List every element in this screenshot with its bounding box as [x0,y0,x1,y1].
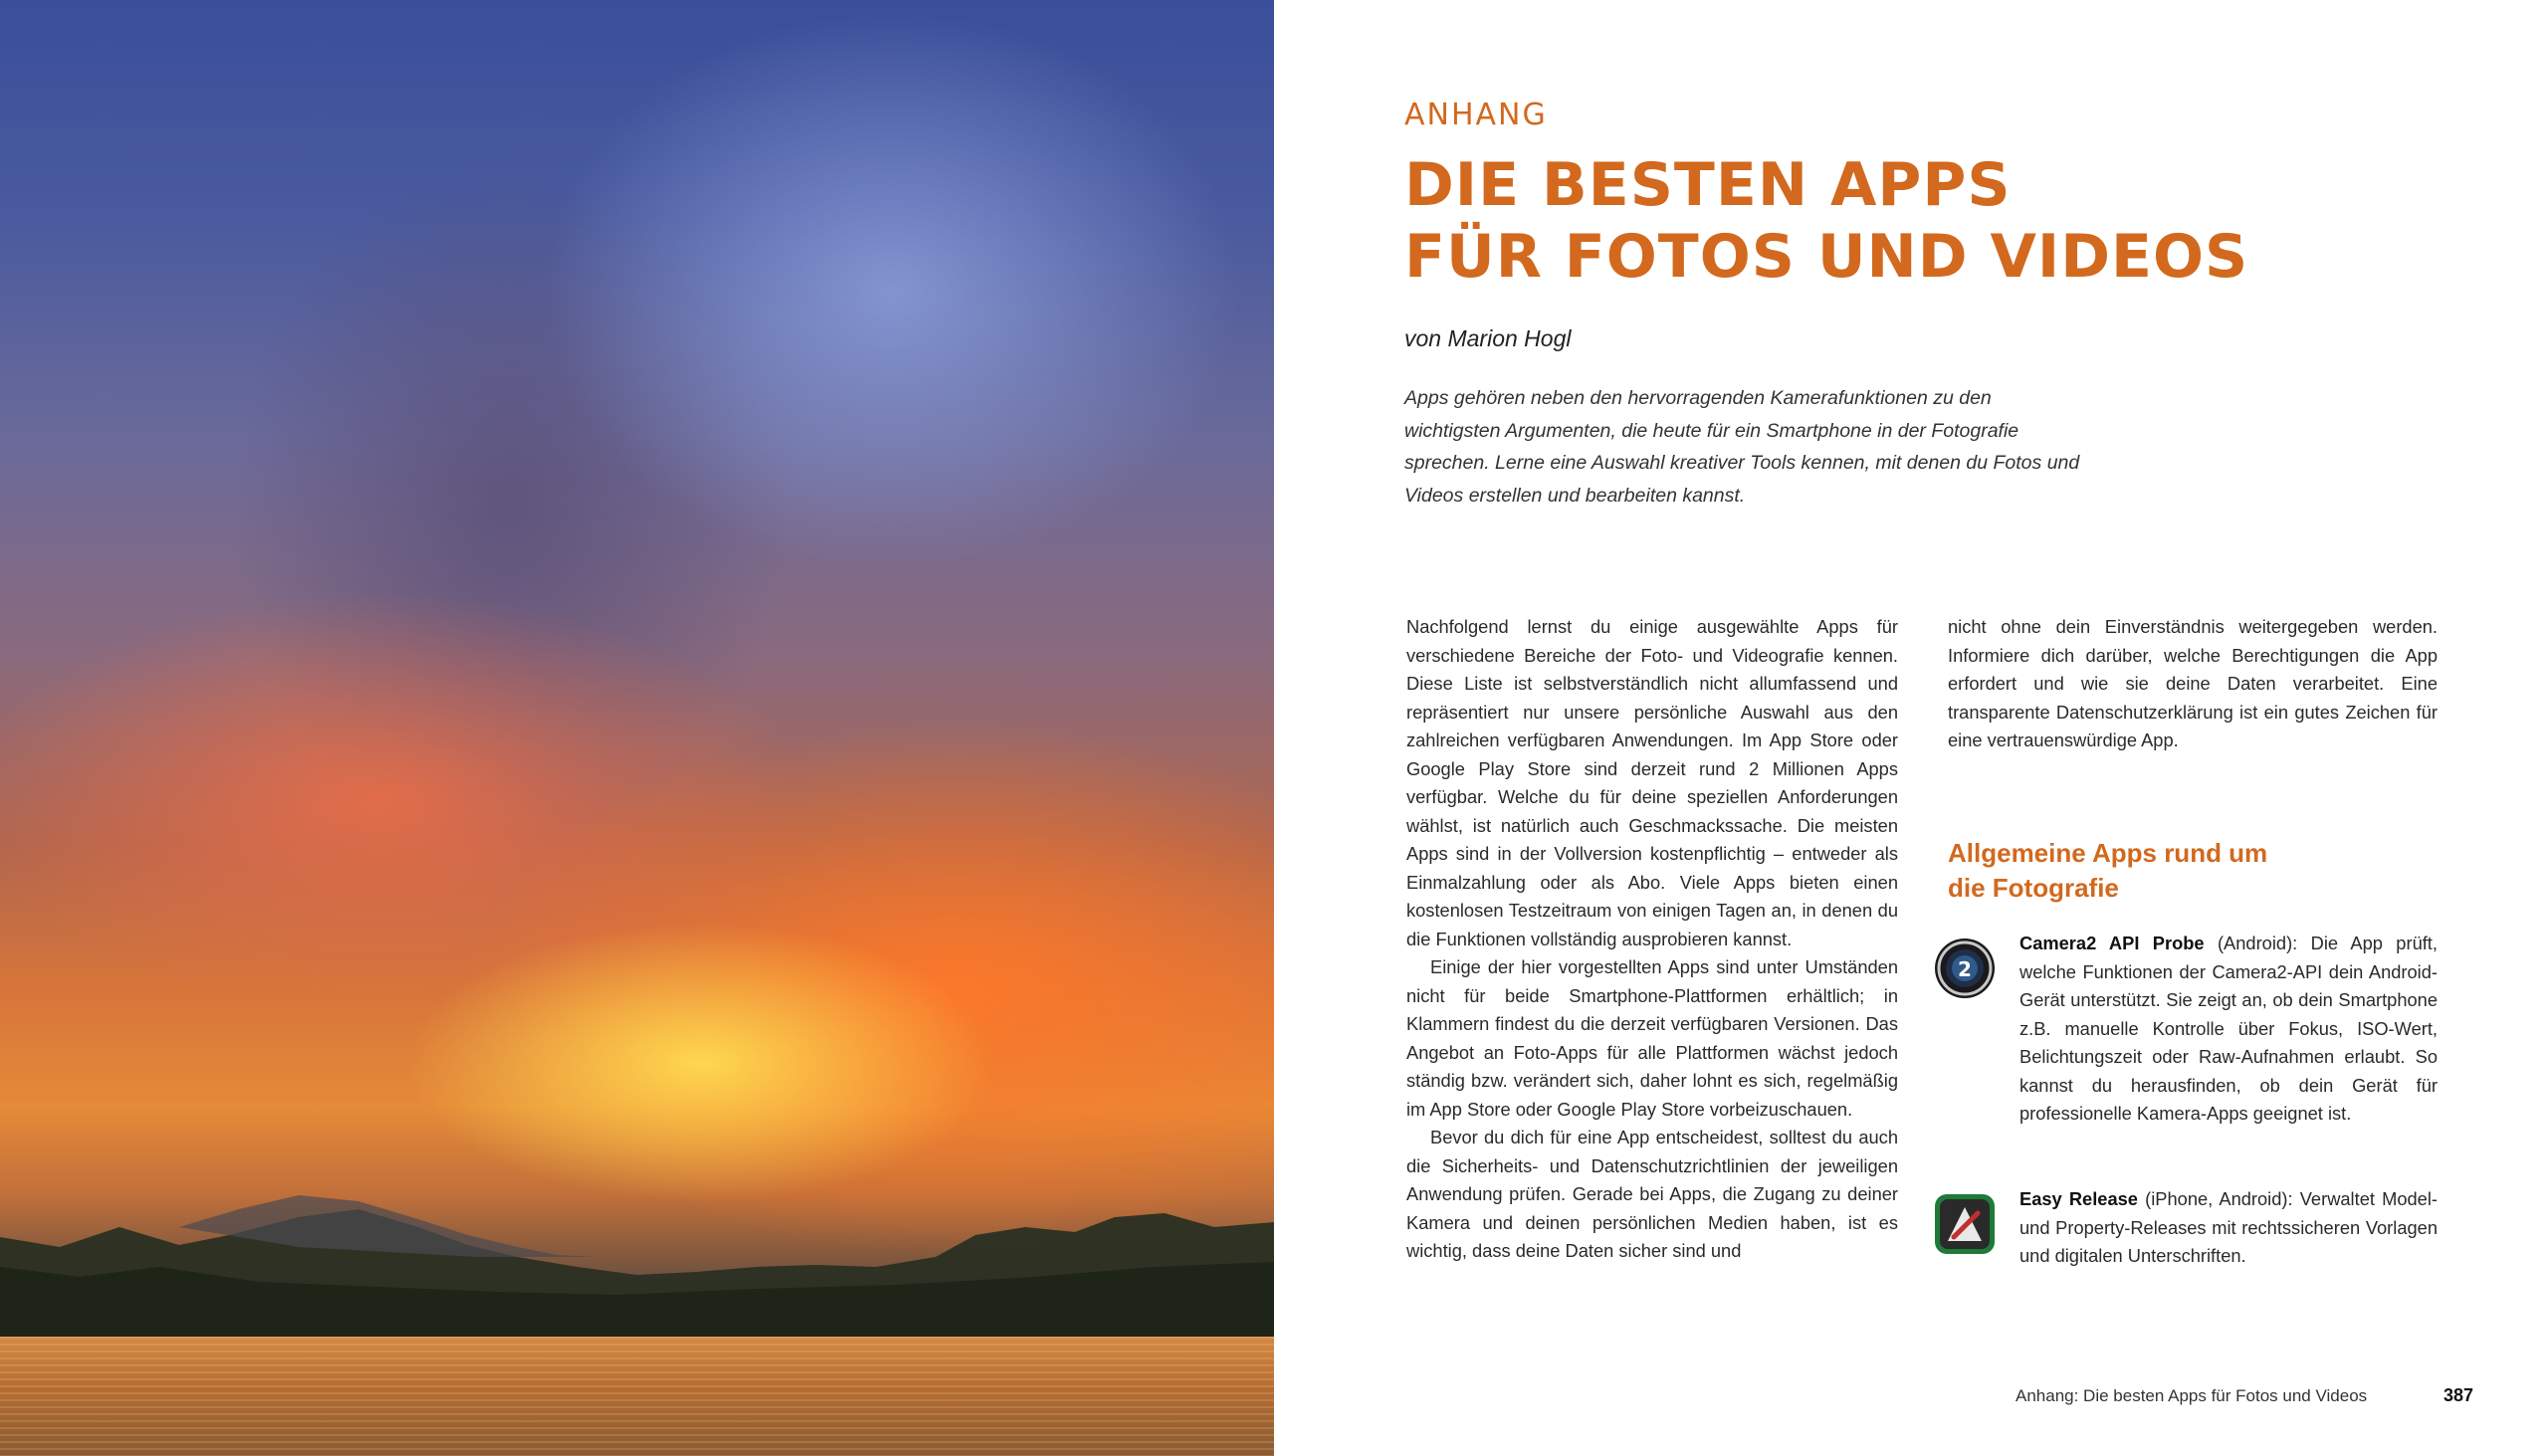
app-description [2019,930,2438,1129]
app-entry-easy-release [1934,1185,2451,1285]
text-page [1274,0,2548,1456]
page-number: 387 [2443,1385,2474,1405]
section-heading-line-1: Allgemeine Apps rund um [1948,838,2268,868]
app-description-text: Die App prüft, welche Funktionen der Camera2-API dein Android-Gerät unterstützt. Sie zeigt an, ob dein Smartphone z.B. manuelle Kontrolle über Fokus, ISO-Wert, Belichtungszeit oder Raw-Aufnahmen erlaubt. So kannst du herausfinden, ob dein Gerät für professionelle Kamera-Apps geeignet ist. [2019,933,2438,1124]
body-column-2 [1948,613,2438,755]
paragraph: nicht ohne dein Einverständnis weitergegeben werden. Informiere dich darüber, welche Berechtigungen die App erfordert und wie sie deine Daten verarbeitet. Eine transparente Datenschutzerklärung ist ein gutes Zeichen für eine vertrauenswürdige App. [1948,616,2438,750]
camera2-lens-icon [1934,937,1996,999]
section-heading [1948,836,2366,906]
intro-paragraph: Apps gehören neben den hervorragenden Kamerafunktionen zu den wichtigsten Argumenten, die heute für ein Smartphone in der Fotografie sprechen. Lerne eine Auswahl kreativer Tools kennen, mit denen du Fotos und Videos erstellen und bearbeiten kannst. [1404,387,2080,507]
camera2-icon-label: 2 [1958,957,1972,981]
easy-release-icon [1934,1193,1996,1255]
paragraph: Einige der hier vorgestellten Apps sind unter Umständen nicht für beide Smartphone-Plattformen erhältlich; in Klammern findest du die derzeit verfügbaren Versionen. Das Angebot an Foto-Apps für alle Plattformen wächst jedoch ständig bzw. verändert sich, daher lohnt es sich, regelmäßig im App Store oder Google Play Store vorbeizuschauen. [1406,956,1898,1120]
title-line-2: FÜR FOTOS UND VIDEOS [1404,222,2249,292]
chapter-label: ANHANG [1404,98,1548,132]
mountain-silhouette [0,1118,1274,1347]
section-heading-line-2: die Fotografie [1948,873,2119,903]
app-name: Camera2 API Probe [2019,933,2205,953]
app-description-text: Verwaltet Model- und Property-Releases mit rechtssicheren Vorlagen und digitalen Unterschriften. [2019,1188,2438,1266]
paragraph: Nachfolgend lernst du einige ausgewählte Apps für verschiedene Bereiche der Foto- und Videografie kennen. Diese Liste ist selbstverständlich nicht allumfassend und repräsentiert nur unsere persönliche Auswahl aus den zahlreichen verfügbaren Anwendungen. Im App Store oder Google Play Store sind derzeit rund 2 Millionen Apps verfügbar. Welche du für deine speziellen Anforderungen wählst, ist natürlich auch Geschmackssache. Die meisten Apps sind in der Vollversion kostenpflichtig – entweder als Einmalzahlung oder als Abo. Viele Apps bieten einen kostenlosen Testzeitraum von einigen Tagen an, in denen du die Funktionen vollständig ausprobieren kannst. [1406,616,1898,949]
paragraph: Bevor du dich für eine App entscheidest, solltest du auch die Sicherheits- und Datenschutzrichtlinien der jeweiligen Anwendung prüfen. Gerade bei Apps, die Zugang zu deiner Kamera und deinen persönlichen Medien haben, ist es wichtig, dass deine Daten sicher sind und [1406,1127,1898,1261]
app-platform: (Android): [2217,933,2298,953]
page-title [1404,149,2248,293]
app-platform: (iPhone, Android): [2145,1188,2293,1209]
title-line-1: DIE BESTEN APPS [1404,150,2012,220]
author-byline: von Marion Hogl [1404,325,1572,351]
app-name: Easy Release [2019,1188,2138,1209]
body-column-1 [1406,613,1898,1266]
app-description [2019,1185,2438,1271]
running-footer-title: Anhang: Die besten Apps für Fotos und Videos [2016,1386,2368,1405]
app-entry-camera2 [1934,930,2451,1139]
lake-ripples [0,1337,1274,1456]
